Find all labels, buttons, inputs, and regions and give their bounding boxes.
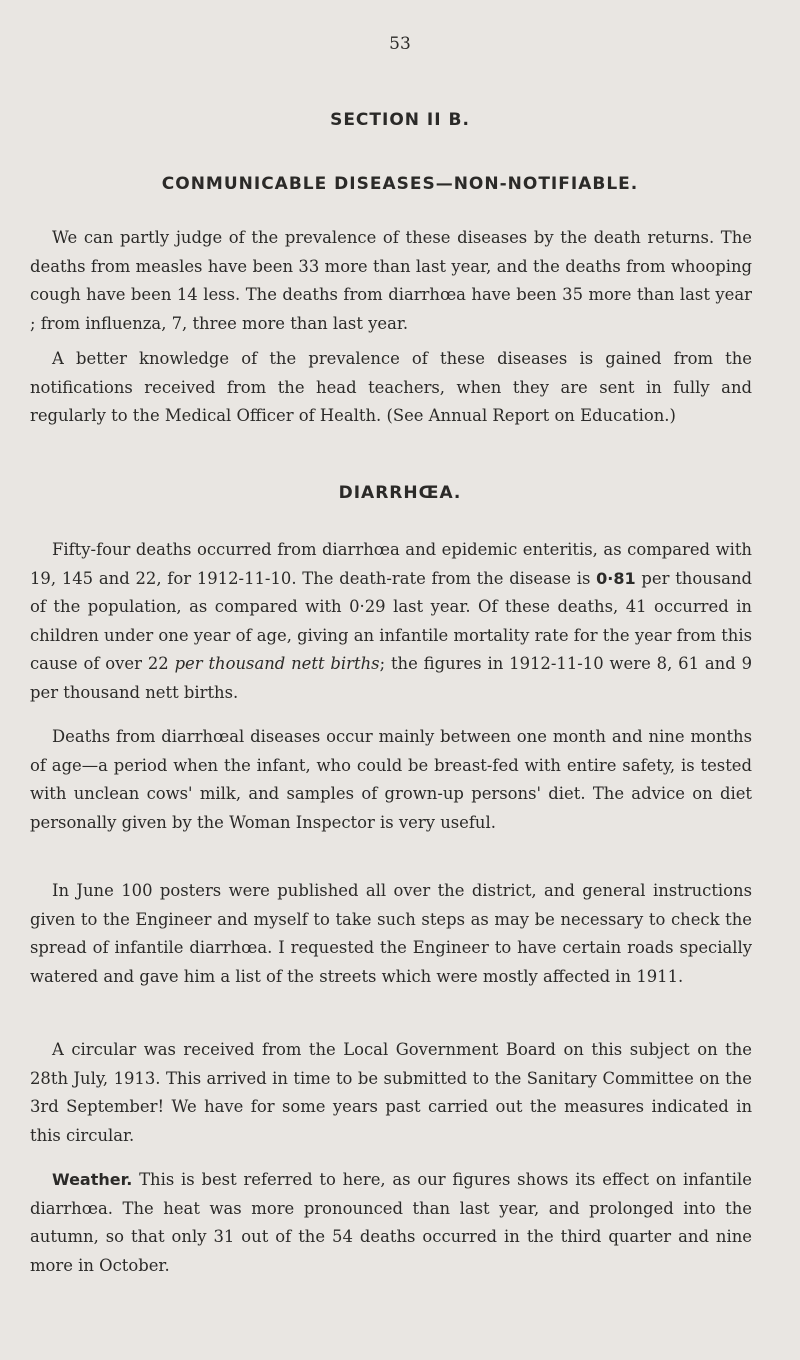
paragraph-diarrhoea-deaths	[30, 536, 752, 708]
paragraph-posters: In June 100 posters were published all over the district, and general instructions given to the Engineer and myself to take such steps as may be necessary to check the spread of infantile diarrhœa. I requested the Engineer to have certain roads specially watered and gave him a list of the streets which were mostly affected in 1911.	[30, 881, 752, 986]
p3-text-c: ; the figures in 1912-11-10 were 8, 61 and 9 per thousand nett births.	[30, 654, 752, 702]
section-title: SECTION II B.	[330, 110, 470, 130]
paragraph-diarrhoeal-age: Deaths from diarrhœal diseases occur mainly between one month and nine months of age—a period when the infant, who could be breast-fed with entire safety, is tested with unclean cows' milk, and samples of grown-up persons' diet. The advice on diet personally given by the Woman Inspector is very useful.	[30, 727, 752, 832]
diarrhoea-heading: DIARRHŒA.	[338, 483, 462, 503]
paragraph-notifications: A better knowledge of the prevalence of these diseases is gained from the notifications received from the head teachers, when they are sent in fully and regularly to the Medical Officer of Health. (See Annual Report on Education.)	[30, 349, 752, 426]
p3-text-b: per thousand of the population, as compared with 0·29 last year. Of these deaths, 41 occurred in children under one year of age, giving an infantile mortality rate for the year from this cause of over 22	[30, 568, 752, 674]
page-number: 53	[389, 34, 411, 54]
p3-text-a: Fifty-four deaths occurred from diarrhœa and epidemic enteritis, as compared with 19, 145 and 22, for 1912-11-10. The death-rate from the disease is	[30, 540, 752, 588]
weather-text: This is best referred to here, as our figures shows its effect on infantile diarrhœa. The heat was more pronounced than last year, and prolonged into the autumn, so that only 31 out of the 54 deaths occurred in the third quarter and nine more in October.	[30, 1170, 752, 1275]
death-rate-value: 0·81	[596, 568, 636, 588]
p3-italic: per thousand nett births	[174, 654, 380, 674]
section-subtitle: CONMUNICABLE DISEASES—NON-NOTIFIABLE.	[161, 174, 639, 194]
paragraph-death-returns: We can partly judge of the prevalence of these diseases by the death returns. The deaths from measles have been 33 more than last year, and the deaths from whooping cough have been 14 less. The deaths from diarrhœa have been 35 more than last year ; from influenza, 7, three more than last year.	[30, 228, 752, 333]
paragraph-weather	[30, 1166, 752, 1280]
weather-run-head: Weather.	[52, 1170, 133, 1189]
paragraph-circular: A circular was received from the Local Government Board on this subject on the 28th July, 1913. This arrived in time to be submitted to the Sanitary Committee on the 3rd September! We have for some years past carried out the measures indicated in this circular.	[30, 1040, 752, 1145]
